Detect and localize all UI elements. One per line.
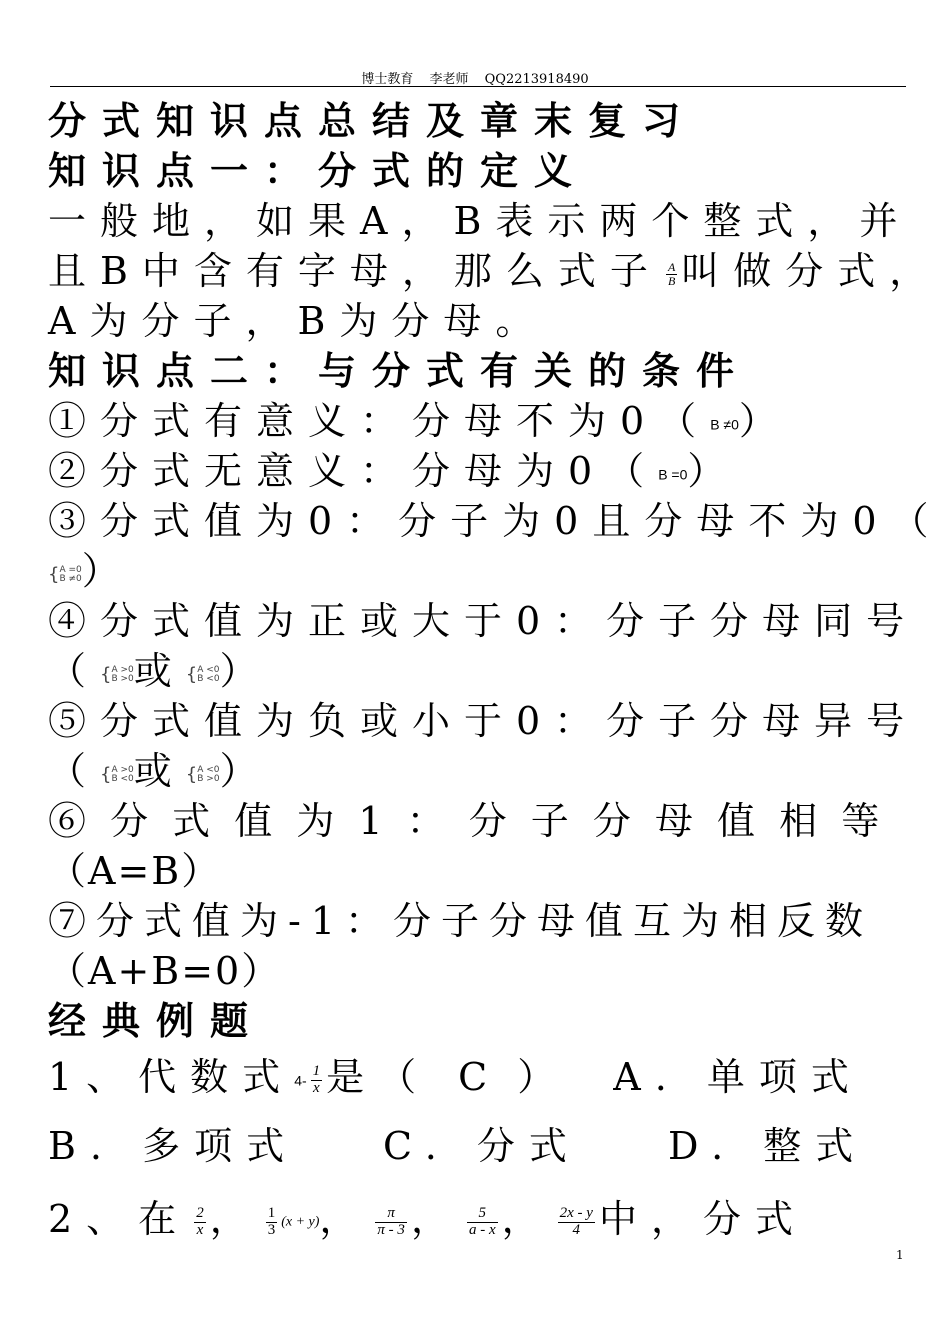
system-row: A <0	[197, 764, 220, 775]
condition-6-formula: （A=B）	[48, 849, 222, 893]
condition-2-text: ②分式无意义：分母为0（	[48, 449, 659, 493]
condition-5-formula-line: （{A >0 B <0或{A <0 B >0）	[48, 749, 272, 793]
fraction-numerator: 2x - y	[559, 1205, 593, 1222]
question-1-answer: C	[458, 1055, 502, 1099]
condition-5-system-1: {A >0 B <0	[100, 763, 134, 785]
fraction-numerator: 5	[467, 1206, 498, 1223]
condition-1-text: ①分式有意义：分母不为0（	[48, 399, 711, 443]
examples-title: 经典例题	[48, 999, 265, 1043]
fraction-numerator: 2	[196, 1205, 204, 1222]
condition-7-formula: （A+B=0）	[48, 949, 282, 993]
condition-6: ⑥ 分 式 值 为 1 ： 分 子 分 母 值 相 等	[48, 799, 886, 843]
question-1-paren-open: 是（	[326, 1055, 431, 1099]
option-b: B. 多项式	[48, 1124, 299, 1168]
condition-1: ①分式有意义：分母不为0（B ≠0）	[48, 399, 791, 443]
system-row: A <0	[197, 664, 220, 675]
question-1-line-1	[48, 1046, 898, 1108]
fraction-denominator: B	[667, 274, 676, 288]
question-2-fraction-4	[467, 1206, 498, 1239]
comma: ，	[410, 1197, 463, 1241]
fraction-denominator: π - 3	[377, 1222, 405, 1238]
page-number: 1	[896, 1248, 904, 1262]
fraction-numerator: 1	[312, 1063, 321, 1080]
header-rule	[50, 86, 906, 87]
question-1-expr-lead: 4-	[294, 1072, 307, 1089]
definition-text-b: 叫做分式，	[681, 249, 942, 293]
definition-line-3: A为分子，B为分母。	[48, 299, 548, 343]
fraction-numerator: 1	[267, 1205, 276, 1222]
doc-title: 分式知识点总结及章末复习	[48, 99, 697, 143]
question-1-prefix: 1、代数式	[48, 1055, 295, 1099]
condition-4-system-2: {A <0 B <0	[185, 663, 220, 685]
condition-7: ⑦分式值为-1：分子分母值互为相反数	[48, 899, 874, 943]
condition-4-formula-line: （{A >0 B >0或{A <0 B <0）	[48, 649, 272, 693]
system-row: B <0	[111, 773, 134, 784]
page-header	[0, 68, 950, 87]
fraction-denominator: 3	[267, 1222, 276, 1238]
condition-4: ④分式值为正或大于0：分子分母同号	[48, 599, 919, 643]
comma: ，	[501, 1197, 554, 1241]
condition-4-system-1: {A >0 B >0	[100, 663, 134, 685]
question-1-line-2	[48, 1108, 898, 1184]
option-a: A. 单项式	[613, 1055, 863, 1099]
option-d: D. 整式	[668, 1124, 868, 1168]
condition-2: ②分式无意义：分母为0（B =0）	[48, 449, 740, 493]
condition-5-system-2: {A <0 B >0	[185, 763, 220, 785]
question-2-fraction-3	[375, 1206, 407, 1239]
question-2-fraction-2-tail: (x + y)	[281, 1214, 320, 1230]
comma: ，	[209, 1197, 262, 1241]
definition-text-a: 且B中含有字母，那么式子	[48, 249, 662, 293]
fraction-denominator: 4	[572, 1222, 581, 1238]
condition-5: ⑤分式值为负或小于0：分子分母异号	[48, 699, 919, 743]
header-brand: 博士教育	[361, 72, 414, 87]
condition-3-system: {A =0 B ≠0	[48, 563, 82, 585]
question-1-fraction	[311, 1064, 323, 1097]
system-row: A >0	[111, 764, 134, 775]
section1-title: 知识点一：分式的定义	[48, 149, 589, 193]
comma: ，	[319, 1197, 372, 1241]
or-word: 或	[133, 749, 186, 793]
definition-fraction	[666, 261, 677, 287]
question-2-line-1	[48, 1184, 898, 1254]
question-2-suffix: 中，分式	[598, 1197, 807, 1241]
option-c: C. 分式	[383, 1124, 581, 1168]
condition-1-formula: B ≠0	[710, 416, 739, 433]
header-contact: QQ2213918490	[484, 72, 589, 87]
question-1-paren-close: ）	[517, 1055, 570, 1099]
section2-title: 知识点二：与分式有关的条件	[48, 349, 751, 393]
document-body	[48, 96, 943, 1254]
system-row: A =0	[59, 564, 82, 575]
system-row: B ≠0	[59, 573, 82, 584]
definition-line-2	[48, 246, 942, 296]
question-2-prefix: 2、在	[48, 1197, 191, 1241]
fraction-numerator: π	[375, 1206, 407, 1223]
question-2-fraction-1	[194, 1206, 206, 1239]
condition-3-formula-line: {A =0 B ≠0）	[48, 549, 134, 593]
header-teacher: 李老师	[429, 72, 469, 87]
condition-3: ③分式值为0：分子为0且分母不为0（	[48, 499, 943, 543]
fraction-numerator: A	[667, 260, 676, 275]
system-row: B >0	[111, 673, 134, 684]
system-row: B <0	[197, 673, 220, 684]
fraction-denominator: x	[196, 1222, 204, 1238]
system-row: A >0	[111, 664, 134, 675]
question-2-fraction-5	[558, 1206, 595, 1239]
question-2-fraction-2	[266, 1206, 278, 1239]
fraction-denominator: x	[313, 1080, 320, 1096]
or-word: 或	[133, 649, 186, 693]
system-row: B >0	[197, 773, 220, 784]
condition-2-formula: B =0	[658, 466, 688, 483]
definition-line-1: 一般地，如果A，B表示两个整式，并	[48, 199, 912, 243]
fraction-denominator: a - x	[468, 1222, 496, 1238]
